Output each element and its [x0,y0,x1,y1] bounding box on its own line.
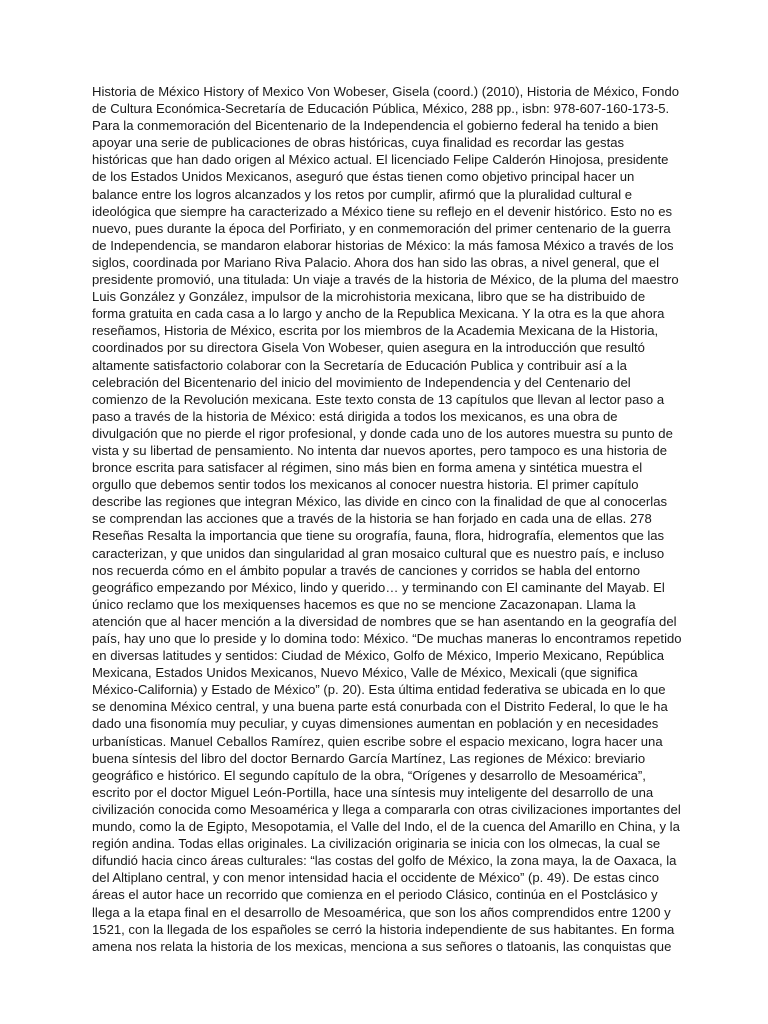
body-text: Historia de México History of Mexico Von Wobeser, Gisela (coord.) (2010), Historia de México, Fondo de Cultura Económica-Secretaría de Educación Pública, México, 288 pp., isbn: 978-607-160-173-5. Para la conmemoración del Bicentenario de la Independencia el gobierno federal ha tenido a bien apoyar una serie de publicaciones de obras históricas, cuya finalidad es recordar las gestas históricas que han dado origen al México actual. El licenciado Felipe Calderón Hinojosa, presidente de los Estados Unidos Mexicanos, aseguró que éstas tienen como objetivo principal hacer un balance entre los logros alcanzados y los retos por cumplir, afirmó que la pluralidad cultural e ideológica que siempre ha caracterizado a México tiene su reflejo en el devenir histórico. Esto no es nuevo, pues durante la época del Porfiriato, y en conmemoración del primer centenario de la guerra de Independencia, se mandaron elaborar historias de México: la más famosa México a través de los siglos, coordinada por Mariano Riva Palacio. Ahora dos han sido las obras, a nivel general, que el presidente promovió, una titulada: Un viaje a través de la historia de México, de la pluma del maestro Luis González y González, impulsor de la microhistoria mexicana, libro que se ha distribuido de forma gratuita en cada casa a lo largo y ancho de la Republica Mexicana. Y la otra es la que ahora reseñamos, Historia de México, escrita por los miembros de la Academia Mexicana de la Historia, coordinados por su directora Gisela Von Wobeser, quien asegura en la introducción que resultó altamente satisfactorio colaborar con la Secretaría de Educación Publica y contribuir así a la celebración del Bicentenario del inicio del movimiento de Independencia y del Centenario del comienzo de la Revolución mexicana. Este texto consta de 13 capítulos que llevan al lector paso a paso a través de la historia de México: está dirigida a todos los mexicanos, es una obra de divulgación que no pierde el rigor profesional, y donde cada uno de los autores muestra su punto de vista y su libertad de pensamiento. No intenta dar nuevos aportes, pero tampoco es una historia de bronce escrita para satisfacer al régimen, sino más bien en forma amena y sintética muestra el orgullo que debemos sentir todos los mexicanos al conocer nuestra historia. El primer capítulo describe las regiones que integran México, las divide en cinco con la finalidad de que al conocerlas se comprendan las acciones que a través de la historia se han forjado en cada una de ellas. 278 Reseñas Resalta la importancia que tiene su orografía, fauna, flora, hidrografía, elementos que las caracterizan, y que unidos dan singularidad al gran mosaico cultural que es nuestro país, e incluso nos recuerda cómo en el ámbito popular a través de canciones y corridos se habla del entorno geográfico empezando por México, lindo y querido… y terminando con El caminante del Mayab. El único reclamo que los mexiquenses hacemos es que no se mencione Zacazonapan. Llama la atención que al hacer mención a la diversidad de nombres que se han asentando en la geografía del país, hay uno que lo preside y lo domina todo: México. “De muchas maneras lo encontramos repetido en diversas latitudes y sentidos: Ciudad de México, Golfo de México, Imperio Mexicano, República Mexicana, Estados Unidos Mexicanos, Nuevo México, Valle de México, Mexicali (que significa México-California) y Estado de México” (p. 20). Esta última entidad federativa se ubicada en lo que se denomina México central, y una buena parte está conurbada con el Distrito Federal, lo que le ha dado una fisonomía muy peculiar, y cuyas dimensiones aumentan en población y en necesidades urbanísticas. Manuel Ceballos Ramírez, quien escribe sobre el espacio mexicano, logra hacer una buena síntesis del libro del doctor Bernardo García Martínez, Las regiones de México: breviario geográfico e histórico. El segundo capítulo de la obra, “Orígenes y desarrollo de Mesoamérica”, escrito por el doctor Miguel León-Portilla, hace una síntesis muy inteligente del desarrollo de una civilización conocida como Mesoamérica y llega a compararla con otras civilizaciones importantes del mundo, como la de Egipto, Mesopotamia, el Valle del Indo, el de la cuenca del Amarillo en China, y la región andina. Todas ellas originales. La civilización originaria se inicia con los olmecas, la cual se difundió hacia cinco áreas culturales: “las costas del golfo de México, la zona maya, la de Oaxaca, la del Altiplano central, y con menor intensidad hacia el occidente de México” (p. 49). De estas cinco áreas el autor hace un recorrido que comienza en el periodo Clásico, continúa en el Postclásico y llega a la etapa final en el desarrollo de Mesoamérica, que son los años comprendidos entre 1200 y 1521, con la llegada de los españoles se cerró la historia independiente de sus habitantes. En forma amena nos relata la historia de los mexicas, menciona a sus señores o tlatoanis, las conquistas que [92,84,682,954]
